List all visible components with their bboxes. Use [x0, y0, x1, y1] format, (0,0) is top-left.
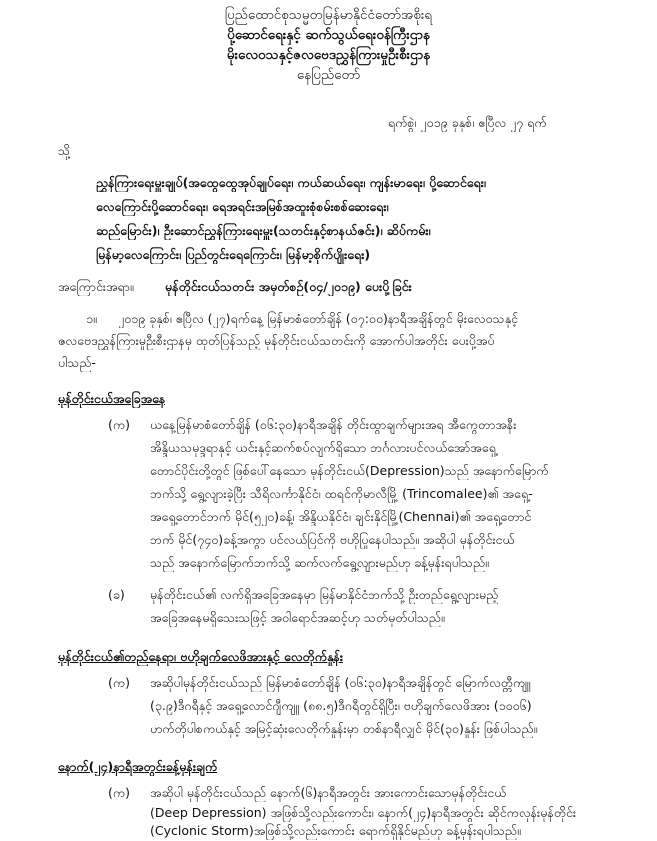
- section2-item-a-line-3: ဟက်တိုပါစကယ်နှင့် အမြင့်ဆုံးလေတိုက်နှုန်းမှာ တစ်နာရီလျှင် မိုင်(၃၀)နှုန်း ဖြစ်ပါသည်။: [150, 721, 538, 736]
- section2-item-a-number: (က): [108, 675, 130, 690]
- para1-line-2: ဇလဗေဒညွှန်ကြားမှုဦးစီးဌာနမှ ထုတ်ပြန်သည့် မုန်တိုင်းငယ်သတင်းကို အောက်ပါအတိုင်း ပေးပို့အပ်: [58, 333, 495, 348]
- section2-item-a-line-2: (၃.၉)ဒီဂရီနှင့် အရှေ့လောင်ဂျီကျူ (၈၈.၅)ဒီဂရီတွင်ရှိပြီး၊ ဗဟိုချက်လေဖိအား (၁၀၀၆): [150, 698, 532, 713]
- recipient-line-1: ညွှန်ကြားရေးမှူးချုပ်(အထွေထွေအုပ်ချုပ်ရေး၊ ကယ်ဆယ်ရေး၊ ကျန်းမာရေး၊ ပို့ဆောင်ရေး၊: [96, 175, 486, 190]
- section1-item-b-number: (ခ): [108, 587, 125, 602]
- header-ministry: ပို့ဆောင်ရေးနှင့် ဆက်သွယ်ရေးဝန်ကြီးဌာန: [227, 27, 430, 43]
- to-label: သို့: [58, 143, 71, 158]
- header-government: ပြည်ထောင်စုသမ္မတမြန်မာနိုင်ငံတော်အစိုးရ: [224, 7, 433, 23]
- section1-item-b-line-1: မုန်တိုင်းငယ်၏ လက်ရှိအခြေအနေမှာ မြန်မာနိုင်ငံဘက်သို့ ဦးတည်ရွေ့လျားမည့်: [150, 587, 499, 602]
- section1-item-a-line-6: ဘက် မိုင်(၇၄၀)ခန့်အကွာ ပင်လယ်ပြင်ကို ဗဟိုပြုနေပါသည်။ အဆိုပါ မုန်တိုင်းငယ်: [150, 532, 515, 547]
- recipient-line-4: မြန်မာ့လေကြောင်း၊ ပြည်တွင်းရေကြောင်း၊ မြန်မာ့စိုက်ပျိုးရေး): [96, 247, 371, 262]
- section1-item-a-number: (က): [108, 417, 130, 432]
- para1-line-1: ၂၀၁၉ ခုနှစ်၊ ဧပြီလ (၂၇)ရက်နေ့ မြန်မာစံတော်ချိန် (၀၇:၀၀)နာရီအချိန်တွင် မိုးလေဝသနှင့်: [118, 311, 518, 326]
- section3-item-a-line-2: (Deep Depression) အဖြစ်သို့လည်းကောင်း၊ နောက်(၂၄)နာရီအတွင်း ဆိုင်ကလုန်းမုန်တိုင်း: [150, 805, 577, 820]
- header-city: နေပြည်တော်: [296, 67, 361, 83]
- section1-item-a-line-4: ဘက်သို့ ရွေ့လျားခဲ့ပြီး သီရိလင်္ကာနိုင်ငံ၊ ထရင်ကိုမာလီမြို့ (Trincomalee)၏ အရှေ့-: [150, 486, 533, 501]
- section1-item-a-line-5: အရှေ့တောင်ဘက် မိုင်(၅၂၀)ခန့်၊ အိန္ဒိယနိုင်ငံ၊ ချင်းနိုင်မြို့(Chennai)၏ အရှေ့တောင်: [150, 509, 532, 524]
- section1-item-a-line-7: သည် အနောက်မြောက်ဘက်သို့ ဆက်လက်ရွေ့လျားမည်ဟု ခန့်မှန်းရပါသည်။: [150, 555, 489, 570]
- section1-item-a-line-2: အိန္ဒိယသမုဒ္ဒရာနှင့် ယင်းနှင့်ဆက်စပ်လျက်ရှိသော ဘင်္ဂလားပင်လယ်အော်အရှေ့: [150, 440, 496, 455]
- section3-item-a-line-3: (Cyclonic Storm)အဖြစ်သို့လည်းကောင်း ရောက်ရှိနိုင်မည်ဟု ခန့်မှန်းရပါသည်။: [150, 823, 521, 838]
- header-department: မိုးလေဝသနှင့်ဇလဗေဒညွှန်ကြားမှုဦးစီးဌာန: [226, 47, 431, 63]
- section3-item-a-line-1: အဆိုပါ မုန်တိုင်းငယ်သည် နောက်(၆)နာရီအတွင်း အားကောင်းသောမုန်တိုင်းငယ်: [150, 785, 507, 800]
- section1-item-b-line-2: အခြေအနေမရှိသေးသဖြင့် အဝါရောင်အဆင့်ဟု သတ်မှတ်ပါသည်။: [150, 610, 445, 625]
- subject-label: အကြောင်းအရာ။: [58, 279, 134, 294]
- section3-heading: နောက်(၂၄)နာရီအတွင်းခန့်မှန်းချက်: [58, 759, 218, 774]
- letter-date: ရက်စွဲ၊ ၂၀၁၉ ခုနှစ်၊ ဧပြီလ ၂၇ ရက်: [388, 115, 547, 130]
- section1-heading: မုန်တိုင်းငယ်အခြေအနေ: [58, 391, 166, 406]
- section1-item-a-line-3: တောင်ပိုင်းတို့တွင် ဖြစ်ပေါ်နေသော မုန်တိုင်းငယ်(Depression)သည် အနောက်မြောက်: [150, 463, 549, 478]
- section2-item-a-line-1: အဆိုပါမုန်တိုင်းငယ်သည် မြန်မာစံတော်ချိန် (၀၆:၃၀)နာရီအချိန်တွင် မြောက်လတ္တီကျူ: [150, 675, 531, 690]
- section3-item-a-number: (က): [108, 785, 130, 800]
- para1-line-3: ပါသည်-: [58, 355, 96, 370]
- subject-text: မုန်တိုင်းငယ်သတင်း အမှတ်စဉ်(၀၄/၂၀၁၉) ပေးပို့ခြင်း: [165, 279, 412, 294]
- section2-heading: မုန်တိုင်းငယ်၏တည်နေရာ၊ ဗဟိုချက်လေဖိအားနှင့် လေတိုက်နှုန်း: [58, 649, 344, 664]
- section1-item-a-line-1: ယနေ့မြန်မာစံတော်ချိန် (၀၆:၃၀)နာရီအချိန် တိုင်းထွာချက်များအရ အီကွေတာအနီး: [150, 417, 517, 432]
- recipient-line-2: လေကြောင်းပို့ဆောင်ရေး၊ ရေအရင်းအမြစ်အထူးစုံစမ်းစစ်ဆေးရေး၊: [96, 199, 389, 214]
- recipient-line-3: ဆည်မြောင်း)၊ ဦးဆောင်ညွှန်ကြားရေးမှူး(သတင်းနှင့်စာနယ်ဇင်း)၊ ဆိပ်ကမ်း၊: [96, 223, 431, 238]
- para1-number: ၁။: [86, 311, 97, 326]
